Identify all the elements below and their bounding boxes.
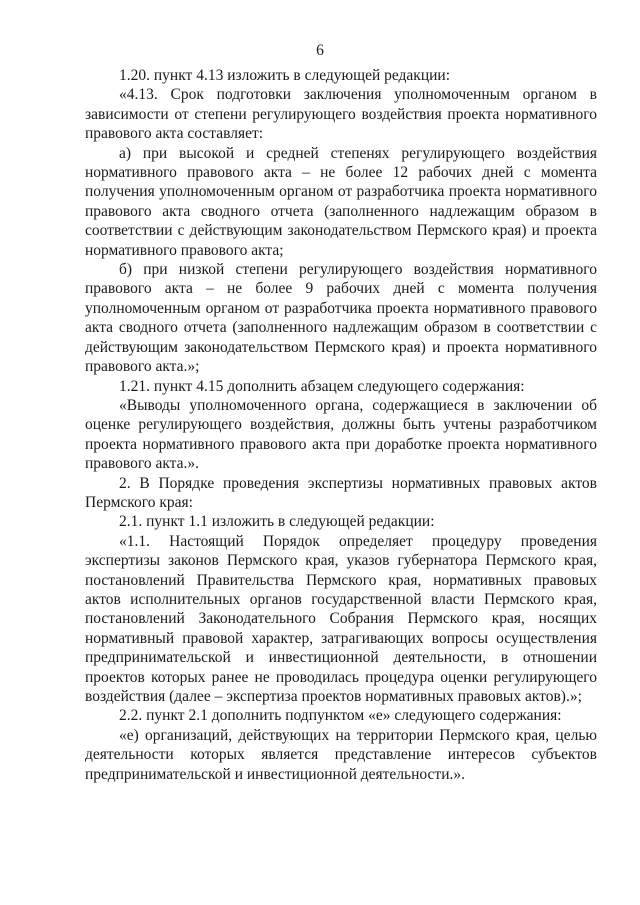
paragraph-2: 2. В Порядке проведения экспертизы нормативных правовых актов Пермского края:	[85, 474, 597, 511]
paragraph-1-1-text: «1.1. Настоящий Порядок определяет процедуру проведения экспертизы законов Пермского края, указов губернатора Пермского края, постановлений Правительства Пермского края, нормативных правовых актов исполнительных органов государственной власти Пермского края, постановлений Законодательного Собрания Пермского края, носящих нормативный правовой характер, затрагивающих вопросы осуществления предпринимательской и инвестиционной деятельности, в отношении проектов которых ранее не проводилась процедура оценки регулирующего воздействия (далее – экспертиза проектов нормативных правовых актов).»;	[85, 532, 597, 705]
page-number: 6	[316, 42, 324, 59]
paragraph-2-2: 2.2. пункт 2.1 дополнить подпунктом «е» следующего содержания:	[119, 707, 562, 725]
document-body	[85, 66, 597, 784]
paragraph-conclusions: «Выводы уполномоченного органа, содержащиеся в заключении об оценке регулирующего воздействия, должны быть учтены разработчиком проекта нормативного правового акта при доработке проекта нормативного правового акта.».	[85, 396, 597, 473]
paragraph-item-a: а) при высокой и средней степенях регулирующего воздействия нормативного правового акта – не более 12 рабочих дней с момента получения уполномоченным органом от разработчика проекта нормативного правового акта сводного отчета (заполненного надлежащим образом в соответствии с действующим законодательством Пермского края) и проекта нормативного правового акта;	[85, 144, 597, 259]
paragraph-1-20: 1.20. пункт 4.13 изложить в следующей редакции:	[119, 67, 451, 84]
paragraph-item-e: «е) организаций, действующих на территории Пермского края, целью деятельности которых является представление интересов субъектов предпринимательской и инвестиционной деятельности.».	[85, 726, 597, 783]
paragraph-4-13-intro: «4.13. Срок подготовки заключения уполномоченным органом в зависимости от степени регулирующего воздействия проекта нормативного правового акта составляет:	[85, 86, 597, 143]
paragraph-2-1: 2.1. пункт 1.1 изложить в следующей редакции:	[119, 513, 435, 531]
paragraph-item-b: б) при низкой степени регулирующего воздействия нормативного правового акта – не более 9 рабочих дней с момента получения уполномоченным органом от разработчика проекта нормативного правового акта сводного отчета (заполненного надлежащим образом в соответствии с действующим законодательством Пермского края) и проекта нормативного правового акта.»;	[85, 261, 597, 376]
paragraph-1-21: 1.21. пункт 4.15 дополнить абзацем следующего содержания:	[119, 377, 525, 395]
